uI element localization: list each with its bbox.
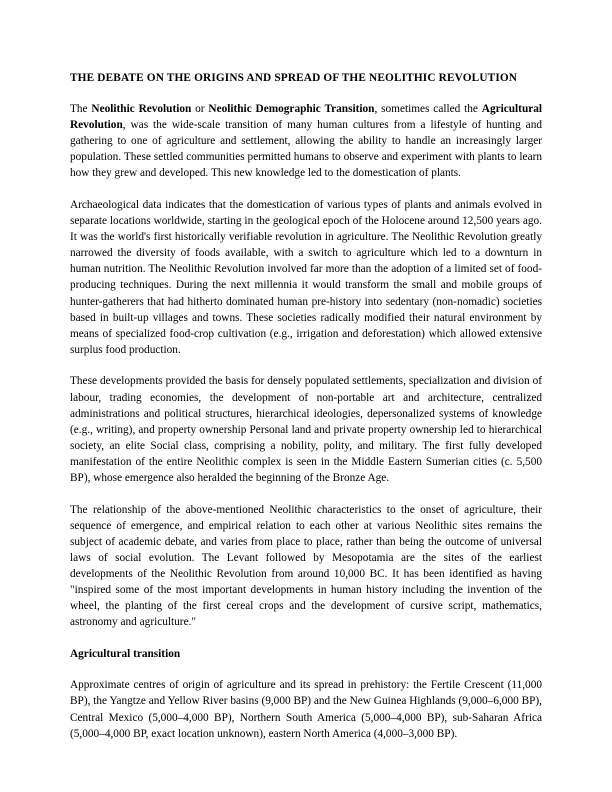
paragraph-1-text-part-2: or	[191, 103, 209, 115]
paragraph-3: These developments provided the basis for densely populated settlements, specialization and division of labour, trading economies, the development of non-portable art and architecture, centralized administrations and political structures, hierarchical ideologies, depersonalized systems of knowledge (e.g., writing), and property ownership Personal land and private property ownership led to hierarchical society, an elite Social class, comprising a nobility, polity, and military. The first fully developed manifestation of the entire Neolithic complex is seen in the Middle Eastern Sumerian cities (c. 5,500 BP), whose emergence also heralded the beginning of the Bronze Age.	[70, 375, 542, 484]
term-neolithic-revolution: Neolithic Revolution	[91, 103, 192, 115]
paragraph-1-text-part-4: , was the wide-scale transition of many human cultures from a lifestyle of hunting and gathering to one of agriculture and settlement, allowing the ability to handle an increasingly larger population. These settled communities permitted humans to observe and experiment with plants to learn how they grew and developed. This new knowledge led to the domestication of plants.	[70, 119, 542, 180]
term-neolithic-demographic-transition: Neolithic Demographic Transition	[208, 103, 375, 115]
document-title: THE DEBATE ON THE ORIGINS AND SPREAD OF THE NEOLITHIC REVOLUTION	[70, 72, 518, 84]
paragraph-2: Archaeological data indicates that the domestication of various types of plants and animals evolved in separate locations worldwide, starting in the geological epoch of the Holocene around 12,500 years ago. It was the world's first historically verifiable revolution in agriculture. The Neolithic Revolution greatly narrowed the diversity of foods available, with a switch to agriculture which led to a downturn in human nutrition. The Neolithic Revolution involved far more than the adoption of a limited set of food-producing techniques. During the next millennia it would transform the small and mobile groups of hunter-gatherers that had hitherto dominated human pre-history into sedentary (non-nomadic) societies based in built-up villages and towns. These societies radically modified their natural environment by means of specialized food-crop cultivation (e.g., irrigation and deforestation) which allowed extensive surplus food production.	[70, 198, 542, 356]
paragraph-4: The relationship of the above-mentioned Neolithic characteristics to the onset of agriculture, their sequence of emergence, and empirical relation to each other at various Neolithic sites remains the subject of academic debate, and varies from place to place, rather than being the outcome of universal laws of social evolution. The Levant followed by Mesopotamia are the sites of the earliest developments of the Neolithic Revolution from around 10,000 BC. It has been identified as having "inspired some of the most important developments in human history including the invention of the wheel, the planting of the first cereal crops and the development of cursive script, mathematics, astronomy and agriculture."	[70, 503, 542, 629]
paragraph-1	[70, 101, 542, 181]
paragraph-5: Approximate centres of origin of agriculture and its spread in prehistory: the Fertile Crescent (11,000 BP), the Yangtze and Yellow River basins (9,000 BP) and the New Guinea Highlands (9,000–6,000 BP), Central Mexico (5,000–4,000 BP), Northern South America (5,000–4,000 BP), sub-Saharan Africa (5,000–4,000 BP, exact location unknown), eastern North America (4,000–3,000 BP).	[70, 679, 542, 740]
section-heading-agricultural-transition: Agricultural transition	[70, 647, 181, 660]
term-agricultural-revolution: Agricultural Revolution	[70, 103, 543, 132]
paragraph-1-text-part-3: , sometimes called the	[374, 103, 482, 115]
paragraph-1-text-part-1: The	[70, 103, 92, 115]
